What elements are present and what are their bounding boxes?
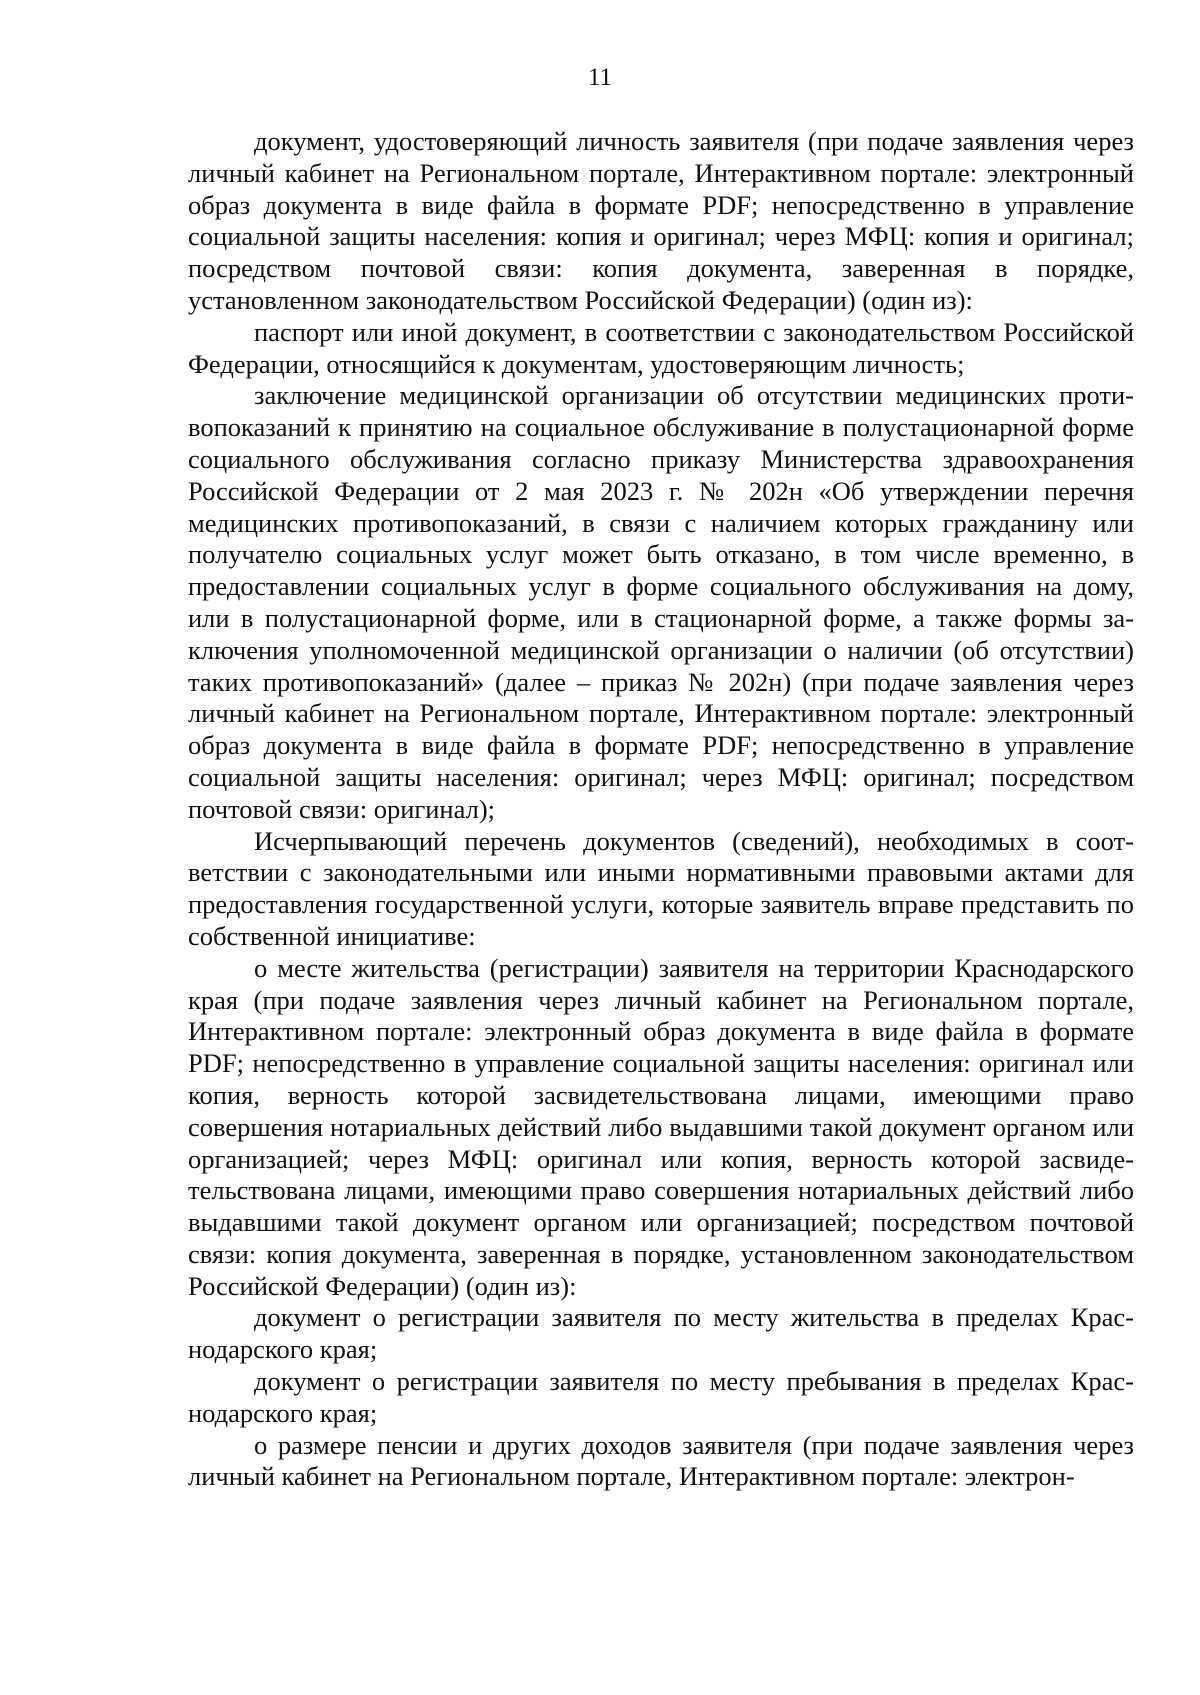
- paragraph-residence-registration: документ о регистрации заявителя по месту жительства в пределах Краснодарского края;: [188, 1302, 1134, 1365]
- paragraph-place-of-residence: о месте жительства (регистрации) заявителя на территории Краснодарского края (при подаче заявления через личный кабинет на Региональном портале, Интерактивном портале: электронный образ документа в виде файла в формате PDF; непосредственно в управление социальной защиты населения: оригинал или копия, верность которой засвидетельствована лицами, имеющими право совершения нотариальных действий либо выдавшими такой документ органом или организацией; через МФЦ: оригинал или копия, верность которой засвидетельствована лицами, имеющими право совершения нотариальных действий либо выдавшими такой документ органом или организацией; посредством почтовой связи: копия документа, заверенная в порядке, установленном законодательством Российской Федерации) (один из):: [188, 952, 1134, 1301]
- paragraph-medical-conclusion: заключение медицинской организации об отсутствии медицинских противопоказаний к принятию на социальное обслуживание в полустационарной форме социального обслуживания согласно приказу Министерства здравоохранения Российской Федерации от 2 мая 2023 г. № 202н «Об утверждении перечня медицинских противопоказаний, в связи с наличием которых гражданину или получателю социальных услуг может быть отказано, в том числе временно, в предоставлении социальных услуг в форме социального обслуживания на дому, или в полустационарной форме, или в стационарной форме, а также формы заключения уполномоченной медицинской организации о наличии (об отсутствии) таких противопоказаний» (далее – приказ № 202н) (при подаче заявления через личный кабинет на Региональном портале, Интерактивном портале: электронный образ документа в виде файла в формате PDF; непосредственно в управление социальной защиты населения: оригинал; через МФЦ: оригинал; посредством почтовой связи: оригинал);: [188, 380, 1134, 824]
- paragraph-exhaustive-list: Исчерпывающий перечень документов (сведений), необходимых в соответствии с законодательными или иными нормативными правовыми актами для предоставления государственной услуги, которые заявитель вправе представить по собственной инициативе:: [188, 825, 1134, 951]
- document-body: [188, 126, 1134, 1493]
- paragraph-stay-registration: документ о регистрации заявителя по месту пребывания в пределах Краснодарского края;: [188, 1366, 1134, 1428]
- paragraph-pension-income: о размере пенсии и других доходов заявителя (при подаче заявления через личный кабинет на Региональном портале, Интерактивном портале: электрон-: [188, 1429, 1134, 1492]
- paragraph-passport: паспорт или иной документ, в соответствии с законодательством Российской Федерации, относящийся к документам, удостоверяющим личность;: [188, 316, 1134, 379]
- page-number: 11: [587, 64, 613, 91]
- paragraph-identity-document: документ, удостоверяющий личность заявителя (при подаче заявления через личный кабинет на Региональном портале, Интерактивном портале: электронный образ документа в виде файла в формате PDF; непосредственно в управление социальной защиты населения: копия и оригинал; через МФЦ: копия и оригинал; посредством почтовой связи: копия документа, заверенная в порядке, установленном законодательством Российской Федерации) (один из):: [188, 126, 1134, 315]
